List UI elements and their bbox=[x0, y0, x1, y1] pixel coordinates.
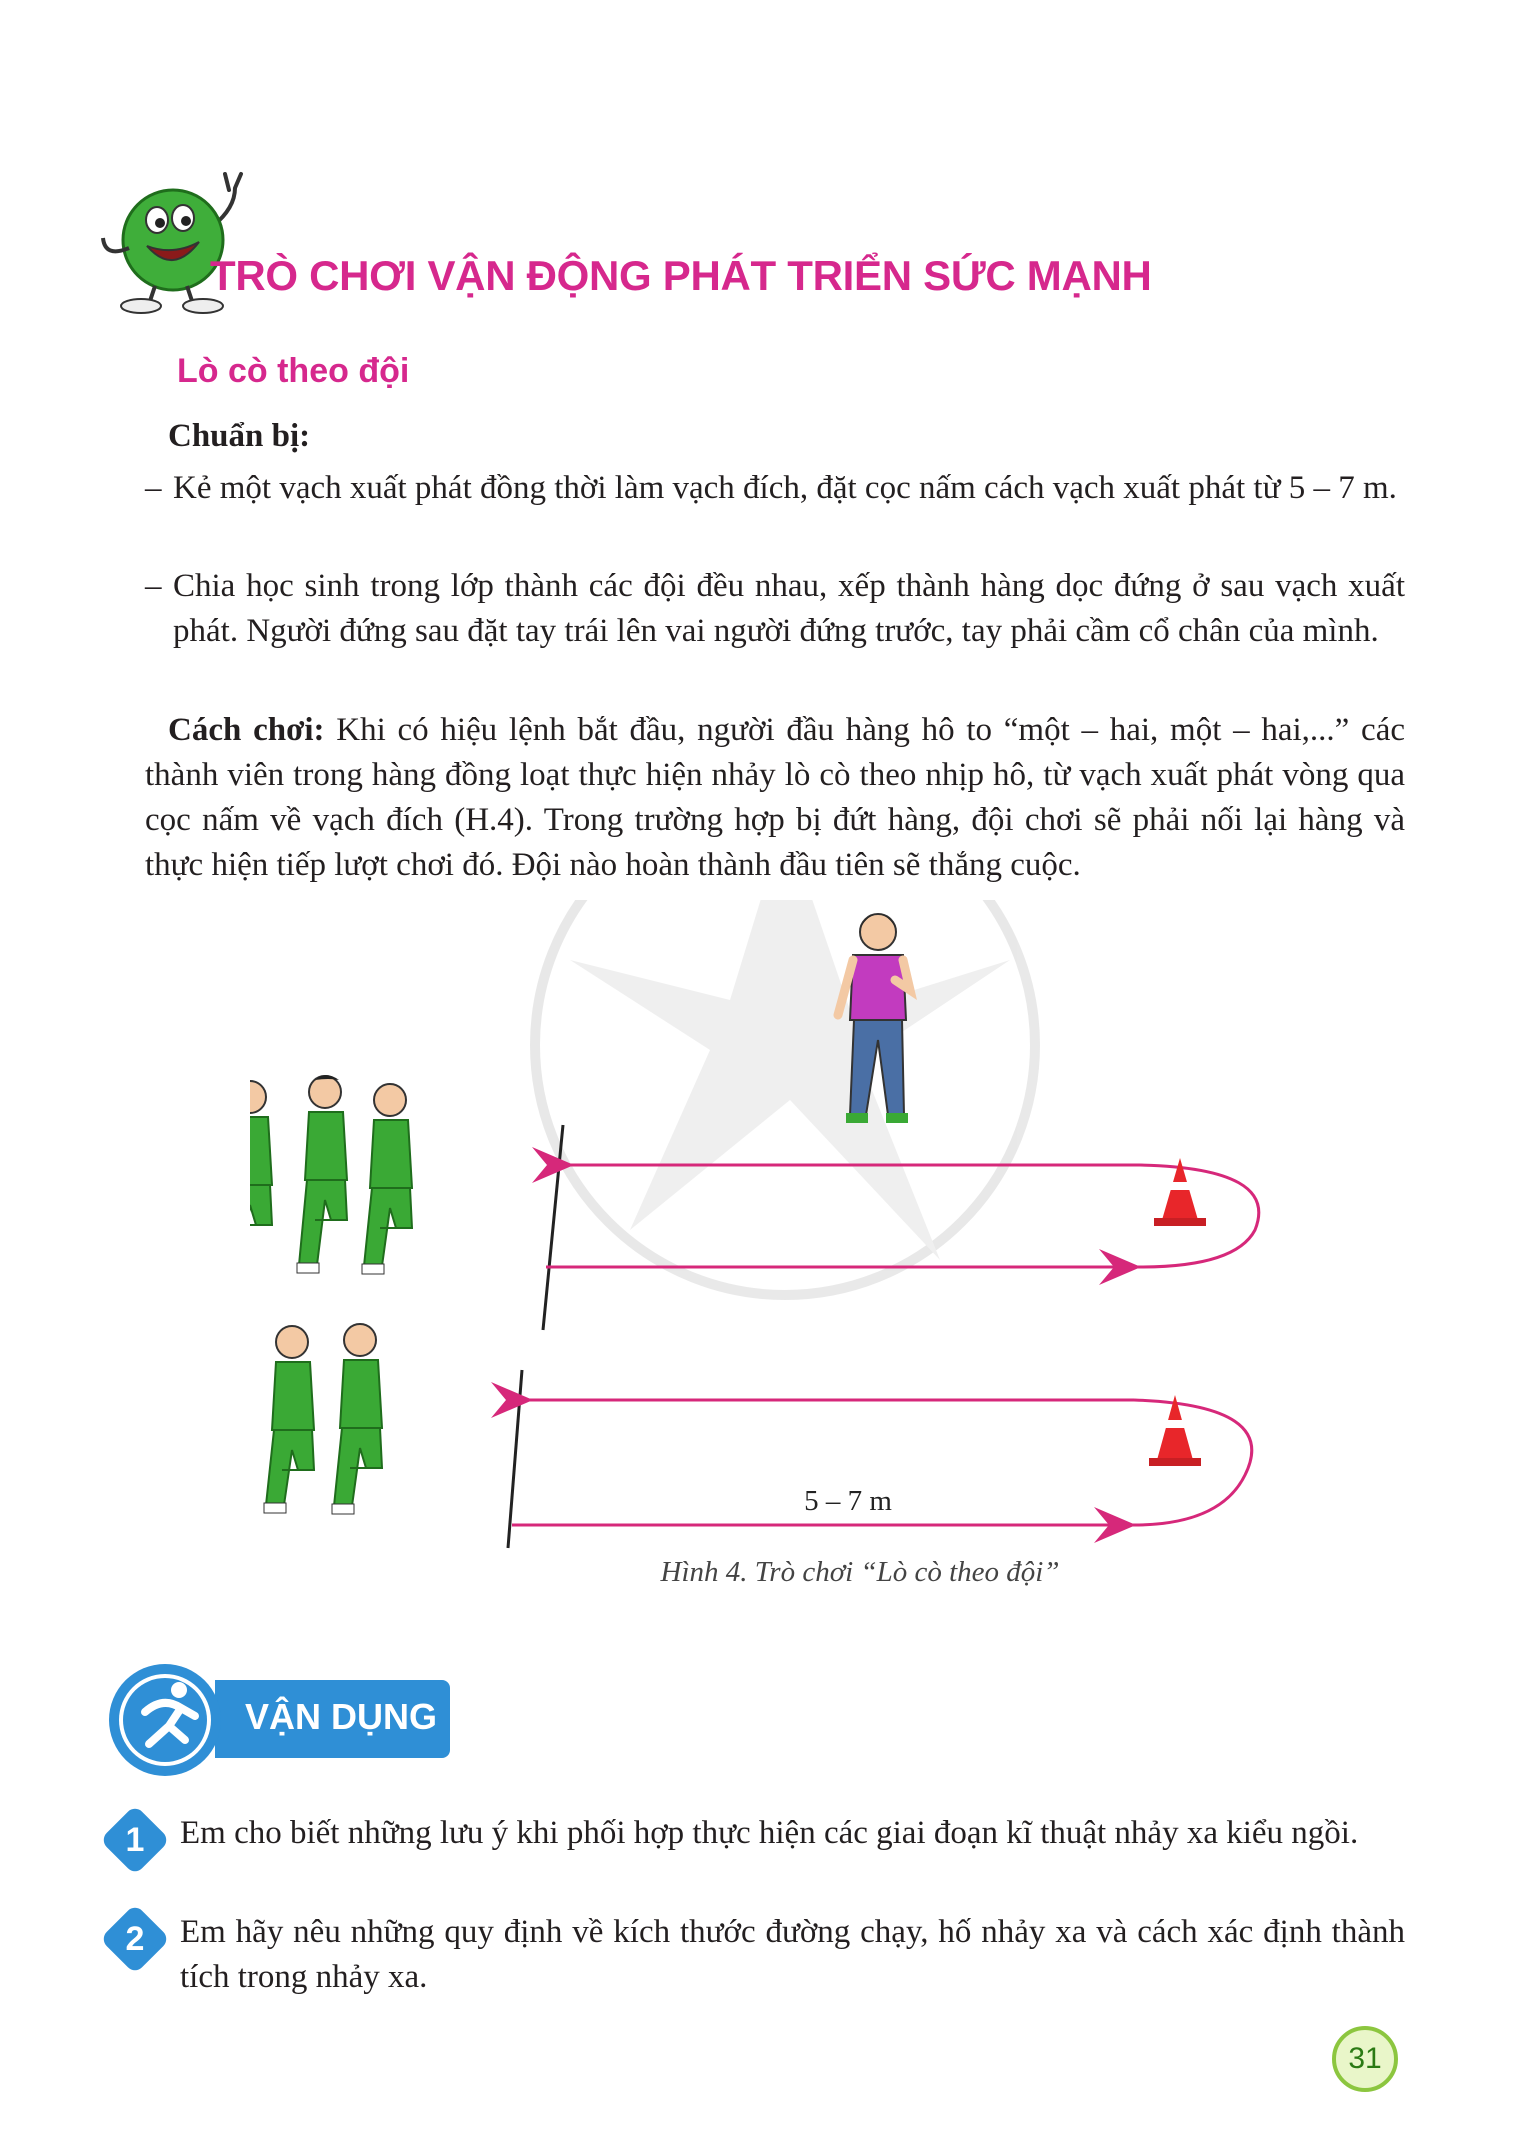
prep-item-text: Chia học sinh trong lớp thành các đội đều nhau, xếp thành hàng dọc đứng ở sau vạch xuất phát. Người đứng sau đặt tay trái lên vai người đứng trước, tay phải cầm cổ chân của mình. bbox=[173, 568, 1405, 649]
question-1-text: Em cho biết những lưu ý khi phối hợp thực hiện các giai đoạn kĩ thuật nhảy xa kiểu ngồi. bbox=[180, 1815, 1359, 1851]
section-title: TRÒ CHƠI VẬN ĐỘNG PHÁT TRIỂN SỨC MẠNH bbox=[210, 252, 1152, 299]
students-team-1 bbox=[250, 1075, 412, 1274]
apply-banner-label: VẬN DỤNG bbox=[245, 1696, 438, 1737]
figure-caption: Hình 4. Trò chơi “Lò cò theo đội” bbox=[660, 1556, 1060, 1588]
distance-label: 5 – 7 m bbox=[804, 1485, 892, 1517]
cone-icon bbox=[1154, 1158, 1206, 1226]
bullet-dash: – bbox=[145, 470, 162, 506]
prep-item-2 bbox=[145, 564, 1405, 654]
question-number-badge: 1 bbox=[100, 1805, 171, 1876]
howto-text: Khi có hiệu lệnh bắt đầu, người đầu hàng hô to “một – hai, một – hai,...” các thành viên trong hàng đồng loạt thực hiện nhảy lò cò theo nhịp hô, từ vạch xuất phát vòng qua cọc nấm về vạch đích (H.4). Trong trường hợp bị đứt hàng, đội chơi sẽ phải nối lại hàng và thực hiện tiếp lượt chơi đó. Đội nào hoàn thành đầu tiên sẽ thắng cuộc. bbox=[145, 712, 1405, 883]
howto-label: Cách chơi: bbox=[168, 712, 325, 748]
game-figure bbox=[250, 900, 1300, 1550]
game-title: Lò cò theo đội bbox=[177, 352, 410, 390]
prep-item-1 bbox=[145, 466, 1405, 511]
running-figure-icon bbox=[105, 1660, 225, 1780]
question-2-text: Em hãy nêu những quy định về kích thước đường chạy, hố nhảy xa và cách xác định thành tích trong nhảy xa. bbox=[180, 1914, 1405, 1995]
bullet-dash: – bbox=[145, 568, 162, 604]
question-number-badge: 2 bbox=[100, 1904, 171, 1975]
page-number: 31 bbox=[1332, 2026, 1398, 2092]
prep-label: Chuẩn bị: bbox=[168, 418, 311, 454]
prep-item-text: Kẻ một vạch xuất phát đồng thời làm vạch đích, đặt cọc nấm cách vạch xuất phát từ 5 – 7 m. bbox=[173, 470, 1397, 506]
watermark-logo bbox=[535, 900, 1035, 1295]
students-team-2 bbox=[250, 1321, 382, 1514]
howto-paragraph bbox=[145, 708, 1405, 888]
